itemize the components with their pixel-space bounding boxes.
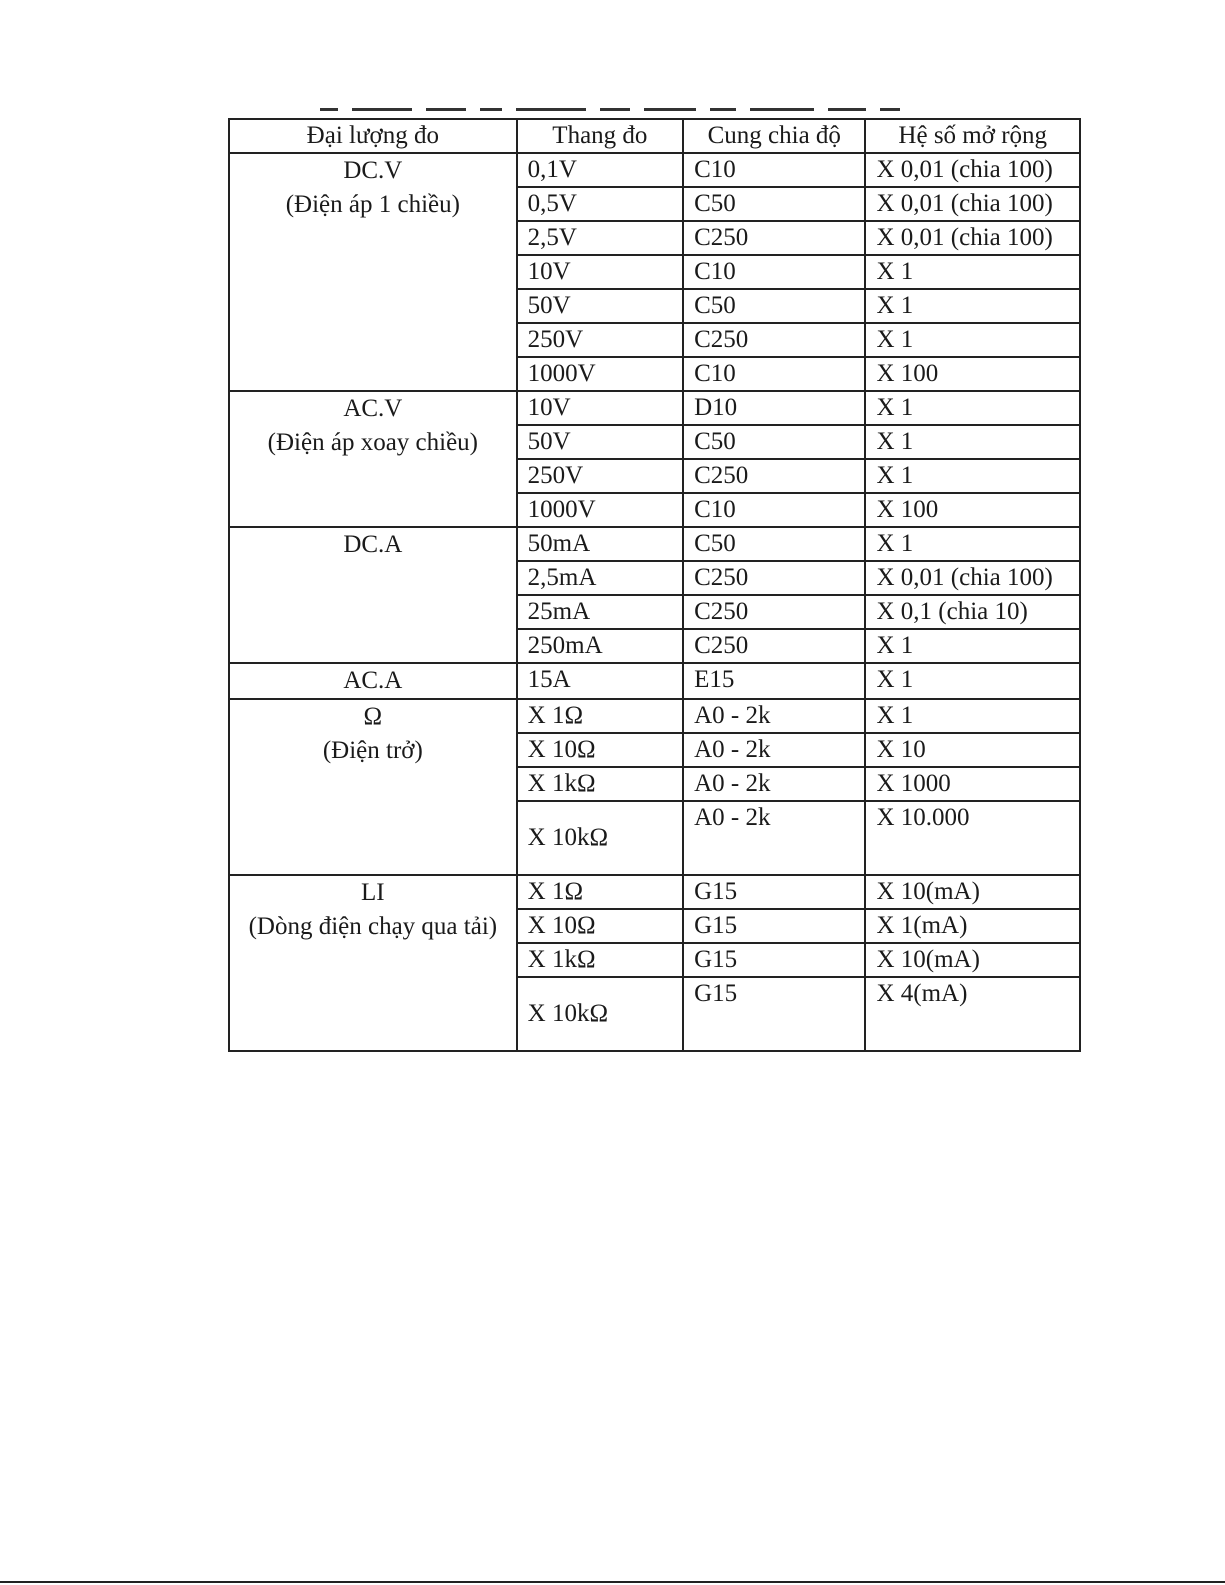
header-quantity: Đại lượng đo bbox=[229, 119, 517, 153]
factor-cell: X 4(mA) bbox=[865, 977, 1080, 1051]
factor-cell: X 0,01 (chia 100) bbox=[865, 221, 1080, 255]
table-row bbox=[229, 875, 1080, 909]
quantity-name: DC.A bbox=[343, 531, 403, 558]
quantity-group-cell bbox=[229, 391, 517, 527]
quantity-name: Ω bbox=[363, 703, 383, 730]
quantity-subtitle: (Dòng điện chạy qua tải) bbox=[248, 913, 498, 940]
scale-cell: A0 - 2k bbox=[683, 733, 865, 767]
factor-cell: X 0,1 (chia 10) bbox=[865, 595, 1080, 629]
quantity-group-cell bbox=[229, 153, 517, 391]
factor-cell: X 1 bbox=[865, 255, 1080, 289]
range-cell: 0,5V bbox=[517, 187, 683, 221]
quantity-subtitle: (Điện áp 1 chiều) bbox=[285, 191, 460, 218]
scale-cell: A0 - 2k bbox=[683, 801, 865, 875]
header-row bbox=[229, 119, 1080, 153]
header-scale: Cung chia độ bbox=[683, 119, 865, 153]
scale-cell: A0 - 2k bbox=[683, 767, 865, 801]
scale-cell: C10 bbox=[683, 357, 865, 391]
quantity-name: AC.A bbox=[343, 667, 403, 694]
scale-cell: C250 bbox=[683, 221, 865, 255]
scale-cell: C250 bbox=[683, 459, 865, 493]
factor-cell: X 1 bbox=[865, 425, 1080, 459]
cropped-text-line bbox=[320, 100, 920, 114]
scale-cell: C10 bbox=[683, 153, 865, 187]
factor-cell: X 100 bbox=[865, 493, 1080, 527]
range-cell: 15A bbox=[517, 663, 683, 699]
factor-cell: X 1 bbox=[865, 459, 1080, 493]
factor-cell: X 0,01 (chia 100) bbox=[865, 153, 1080, 187]
factor-cell: X 1 bbox=[865, 391, 1080, 425]
table-row bbox=[229, 391, 1080, 425]
range-cell: 50mA bbox=[517, 527, 683, 561]
scale-cell: A0 - 2k bbox=[683, 699, 865, 733]
range-cell: 0,1V bbox=[517, 153, 683, 187]
factor-cell: X 1 bbox=[865, 323, 1080, 357]
factor-cell: X 1 bbox=[865, 663, 1080, 699]
range-cell: 1000V bbox=[517, 357, 683, 391]
factor-cell: X 10.000 bbox=[865, 801, 1080, 875]
range-cell: X 1kΩ bbox=[517, 943, 683, 977]
factor-cell: X 1 bbox=[865, 289, 1080, 323]
scale-cell: G15 bbox=[683, 943, 865, 977]
scale-cell: C10 bbox=[683, 255, 865, 289]
quantity-subtitle: (Điện trở) bbox=[322, 737, 423, 764]
scale-cell: C50 bbox=[683, 289, 865, 323]
table-row bbox=[229, 699, 1080, 733]
scale-cell: C250 bbox=[683, 561, 865, 595]
quantity-name: AC.V bbox=[343, 395, 403, 422]
scale-cell: C250 bbox=[683, 629, 865, 663]
scale-cell: D10 bbox=[683, 391, 865, 425]
range-cell: X 10Ω bbox=[517, 909, 683, 943]
factor-cell: X 0,01 (chia 100) bbox=[865, 187, 1080, 221]
scale-cell: G15 bbox=[683, 875, 865, 909]
range-cell: 25mA bbox=[517, 595, 683, 629]
scale-cell: C250 bbox=[683, 595, 865, 629]
range-cell: 10V bbox=[517, 391, 683, 425]
factor-cell: X 1(mA) bbox=[865, 909, 1080, 943]
table-row bbox=[229, 153, 1080, 187]
scale-cell: C50 bbox=[683, 527, 865, 561]
header-factor: Hệ số mở rộng bbox=[865, 119, 1080, 153]
range-cell: 50V bbox=[517, 289, 683, 323]
table-body bbox=[229, 153, 1080, 1051]
scale-cell: C50 bbox=[683, 425, 865, 459]
quantity-subtitle: (Điện áp xoay chiều) bbox=[267, 429, 478, 456]
range-cell: 2,5mA bbox=[517, 561, 683, 595]
range-cell: 10V bbox=[517, 255, 683, 289]
scale-cell: G15 bbox=[683, 977, 865, 1051]
quantity-group-cell bbox=[229, 699, 517, 875]
range-cell: 250V bbox=[517, 459, 683, 493]
range-cell: X 10kΩ bbox=[517, 801, 683, 875]
range-cell: 250mA bbox=[517, 629, 683, 663]
range-cell: 2,5V bbox=[517, 221, 683, 255]
factor-cell: X 10 bbox=[865, 733, 1080, 767]
page-bottom-rule bbox=[0, 1581, 1225, 1583]
range-cell: X 1Ω bbox=[517, 699, 683, 733]
factor-cell: X 10(mA) bbox=[865, 875, 1080, 909]
header-range: Thang đo bbox=[517, 119, 683, 153]
factor-cell: X 10(mA) bbox=[865, 943, 1080, 977]
factor-cell: X 1000 bbox=[865, 767, 1080, 801]
scale-cell: E15 bbox=[683, 663, 865, 699]
factor-cell: X 1 bbox=[865, 699, 1080, 733]
table-row bbox=[229, 527, 1080, 561]
factor-cell: X 0,01 (chia 100) bbox=[865, 561, 1080, 595]
range-cell: 50V bbox=[517, 425, 683, 459]
quantity-group-cell bbox=[229, 663, 517, 699]
range-cell: 1000V bbox=[517, 493, 683, 527]
range-cell: X 10kΩ bbox=[517, 977, 683, 1051]
range-cell: X 1kΩ bbox=[517, 767, 683, 801]
factor-cell: X 1 bbox=[865, 527, 1080, 561]
quantity-name: LI bbox=[361, 879, 385, 906]
scale-cell: G15 bbox=[683, 909, 865, 943]
scale-cell: C50 bbox=[683, 187, 865, 221]
range-cell: 250V bbox=[517, 323, 683, 357]
range-cell: X 10Ω bbox=[517, 733, 683, 767]
scale-cell: C250 bbox=[683, 323, 865, 357]
measurement-table bbox=[228, 118, 1081, 1052]
quantity-name: DC.V bbox=[343, 157, 403, 184]
scale-cell: C10 bbox=[683, 493, 865, 527]
range-cell: X 1Ω bbox=[517, 875, 683, 909]
quantity-group-cell bbox=[229, 875, 517, 1051]
quantity-group-cell bbox=[229, 527, 517, 663]
factor-cell: X 1 bbox=[865, 629, 1080, 663]
factor-cell: X 100 bbox=[865, 357, 1080, 391]
table-row bbox=[229, 663, 1080, 699]
